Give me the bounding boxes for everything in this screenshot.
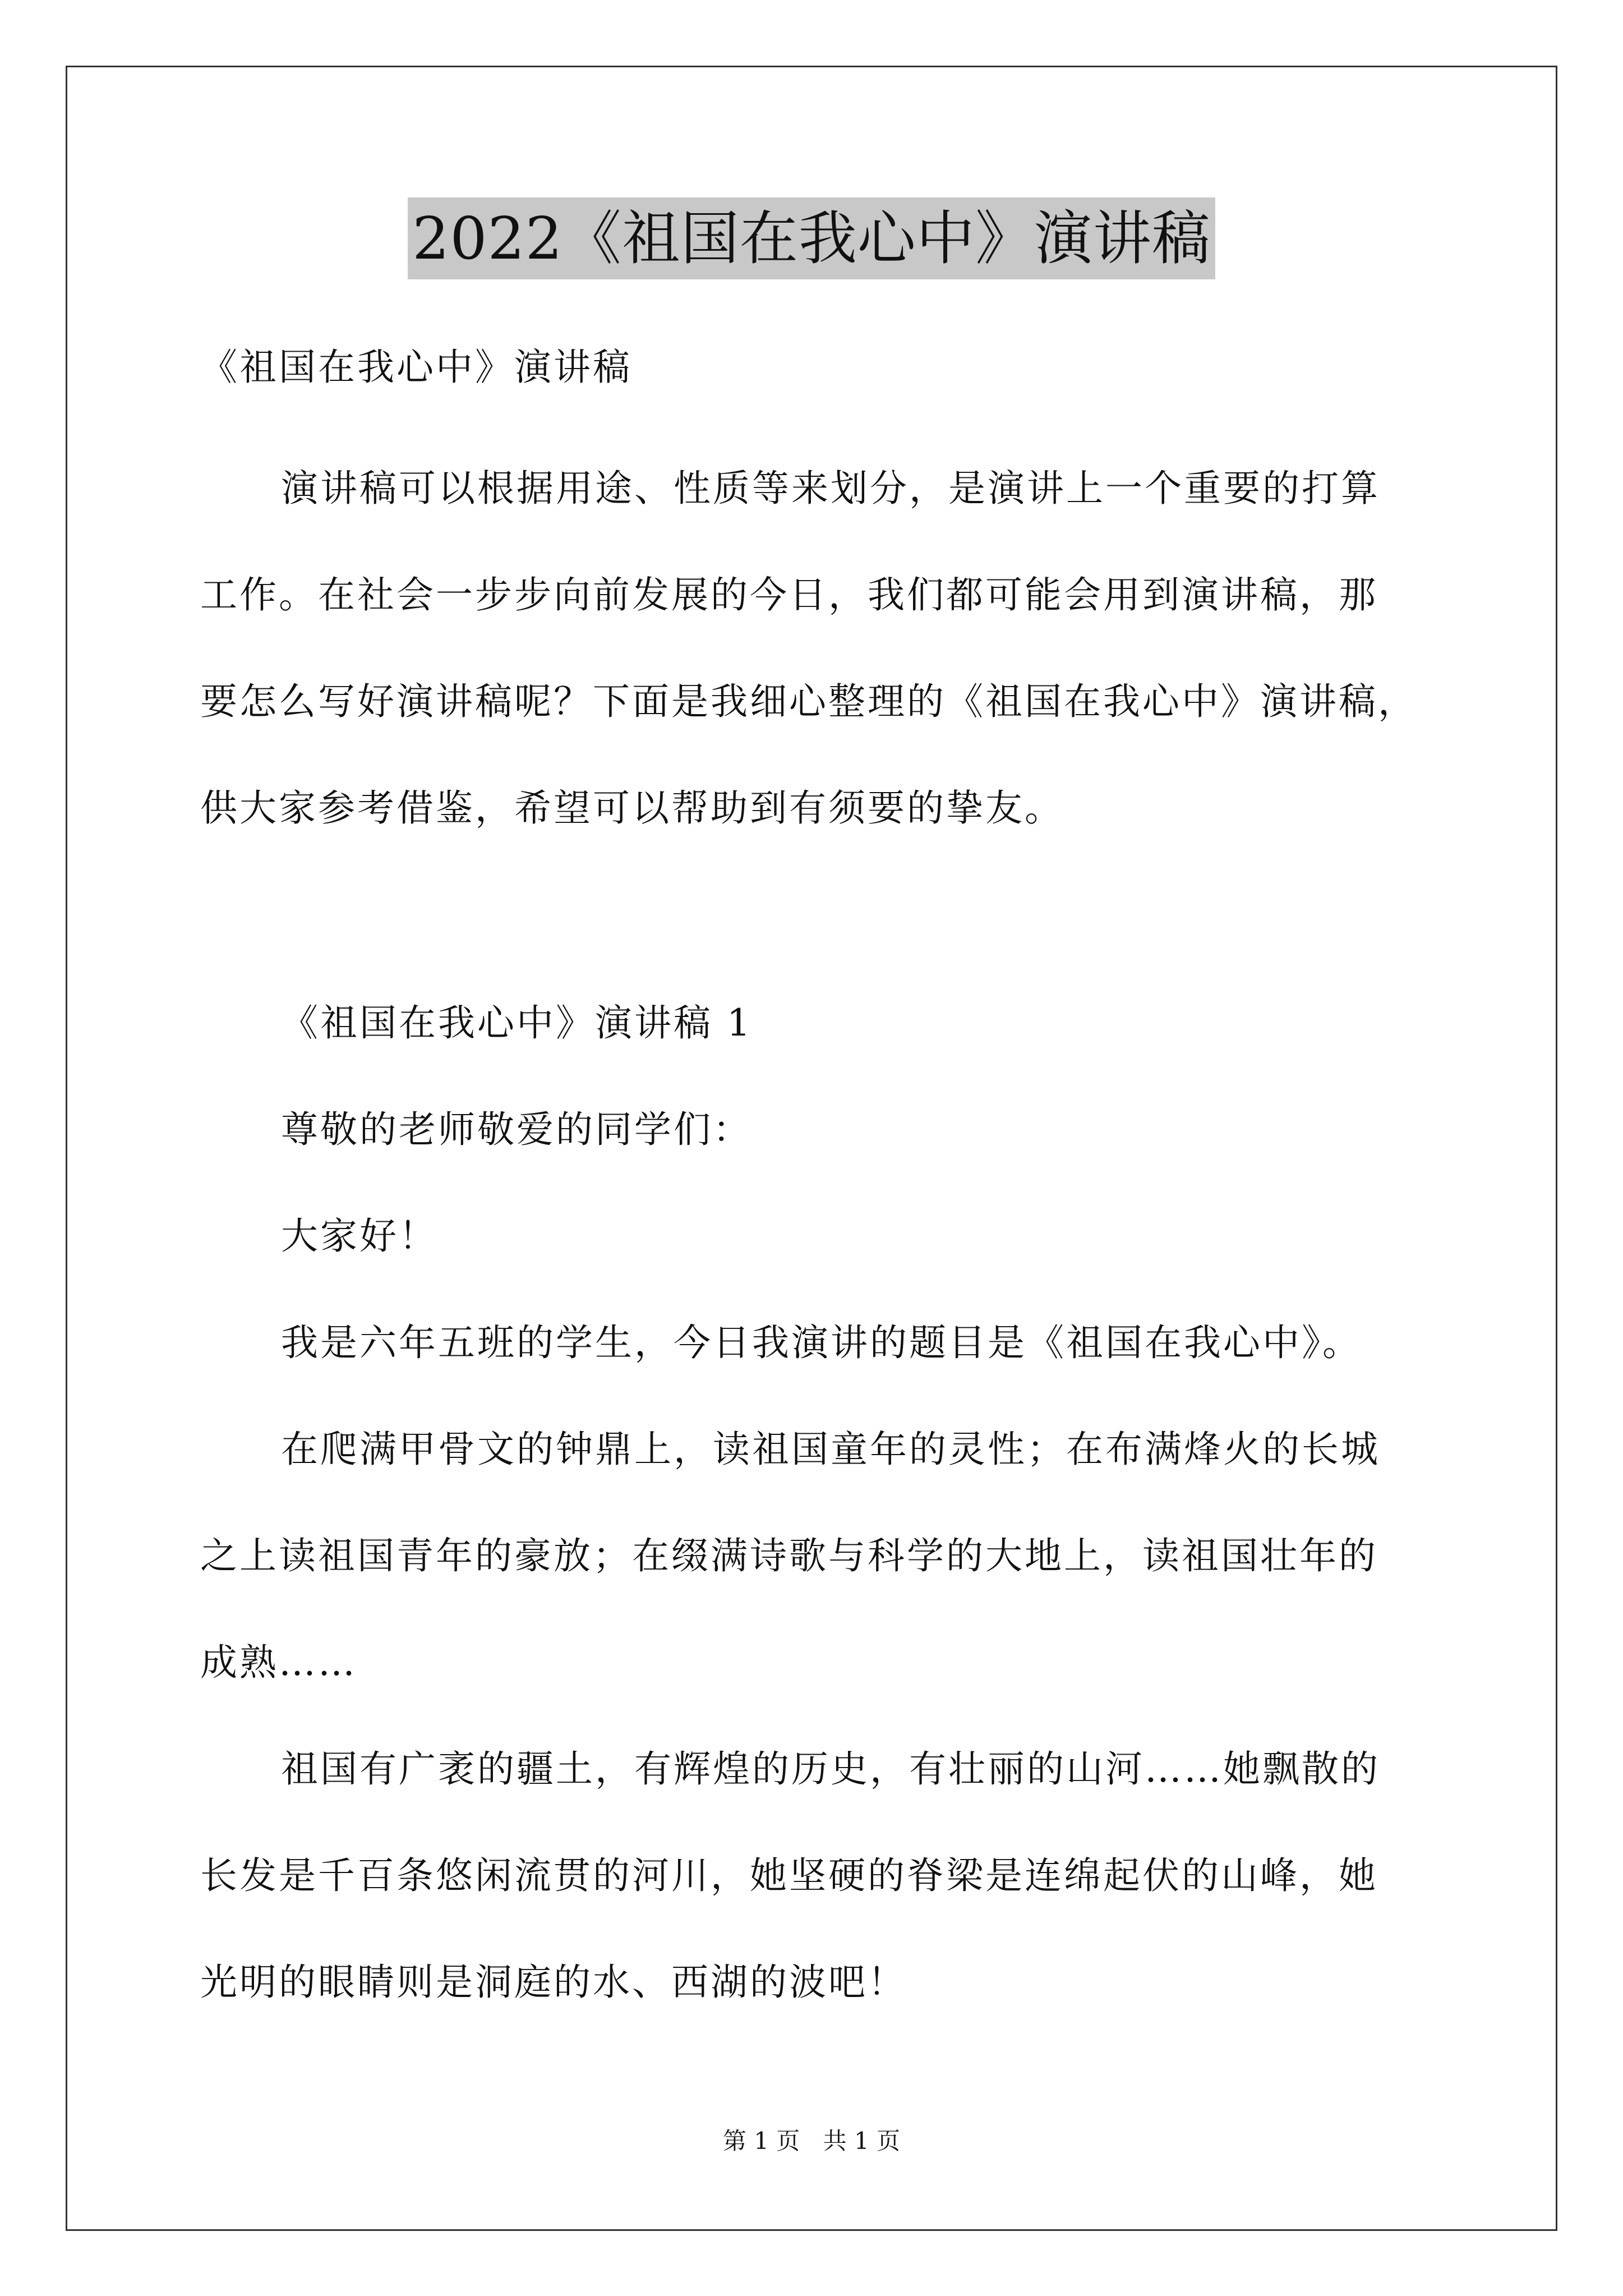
title-container	[0, 197, 1623, 279]
paragraph-line: 成熟……	[200, 1641, 357, 1684]
paragraph-line: 长发是千百条悠闲流贯的河川，她坚硬的脊梁是连绵起伏的山峰，她	[200, 1854, 1378, 1897]
paragraph-line: 演讲稿可以根据用途、性质等来划分，是演讲上一个重要的打算	[281, 467, 1380, 510]
paragraph-line: 供大家参考借鉴，希望可以帮助到有须要的挚友。	[200, 786, 1064, 830]
document-title: 2022《祖国在我心中》演讲稿	[408, 197, 1215, 279]
paragraph-line: 光明的眼睛则是洞庭的水、西湖的波吧！	[200, 1961, 907, 2004]
paragraph-line: 在爬满甲骨文的钟鼎上，读祖国童年的灵性；在布满烽火的长城	[281, 1428, 1380, 1471]
section-heading: 《祖国在我心中》演讲稿 1	[281, 1001, 753, 1045]
greeting-line: 大家好！	[281, 1214, 438, 1258]
page-footer	[0, 2124, 1623, 2158]
paragraph-line: 要怎么写好演讲稿呢？下面是我细心整理的《祖国在我心中》演讲稿，	[200, 680, 1417, 723]
paragraph-line: 之上读祖国青年的豪放；在缀满诗歌与科学的大地上，读祖国壮年的	[200, 1534, 1378, 1577]
page-total: 共 1 页	[823, 2127, 901, 2155]
paragraph-line: 祖国有广袤的疆土，有辉煌的历史，有壮丽的山河……她飘散的	[281, 1747, 1380, 1791]
subtitle-line: 《祖国在我心中》演讲稿	[200, 346, 632, 389]
paragraph-line: 工作。在社会一步步向前发展的今日，我们都可能会用到演讲稿，那	[200, 573, 1378, 616]
page-number: 第 1 页	[722, 2127, 800, 2155]
greeting-line: 尊敬的老师敬爱的同学们：	[281, 1108, 752, 1151]
paragraph-line: 我是六年五班的学生，今日我演讲的题目是《祖国在我心中》。	[281, 1321, 1362, 1364]
